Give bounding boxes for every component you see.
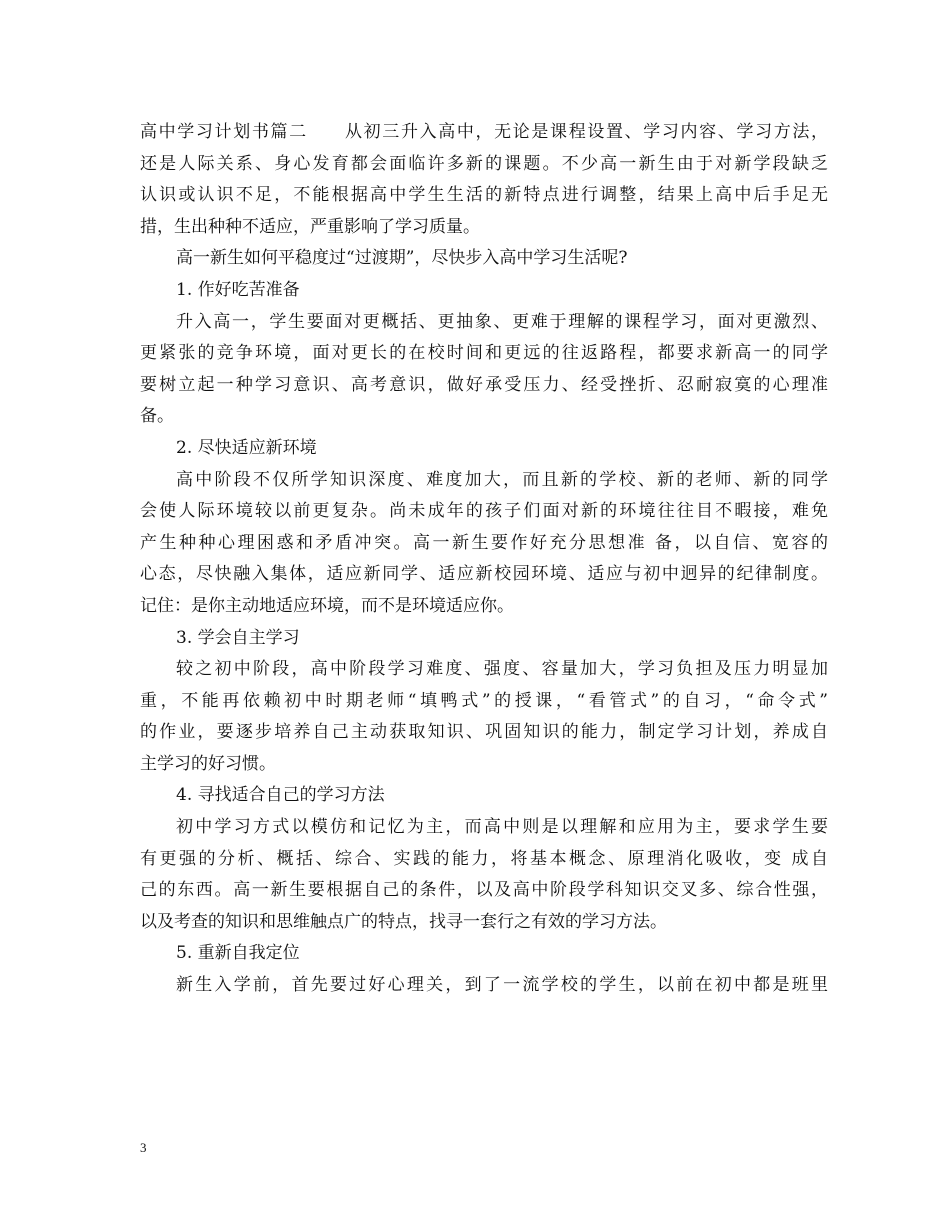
document-body: [140, 117, 828, 1002]
text-line: 1. 作好吃苦准备: [176, 279, 300, 300]
text-line: 5. 重新自我定位: [176, 943, 300, 964]
text-line: 高中阶段不仅所学知识深度、难度加大，而且新的学校、新的老师、新的同学: [176, 469, 828, 490]
text-line: 认识或认识不足，不能根据高中学生生活的新特点进行调整，结果上高中后手足无: [140, 185, 828, 206]
text-line: 升入高一，学生要面对更概括、更抽象、更难于理解的课程学习，面对更激烈、: [176, 311, 828, 332]
text-line: 2. 尽快适应新环境: [176, 437, 317, 458]
text-line: 己的东西。高一新生要根据自己的条件，以及高中阶段学科知识交叉多、综合性强，: [140, 880, 828, 901]
text-line: 初中学习方式以模仿和记忆为主，而高中则是以理解和应用为主，要求学生要: [176, 817, 828, 838]
text-line: 高一新生如何平稳度过“过渡期”，尽快步入高中学习生活呢?: [176, 248, 628, 269]
text-line: 产生种种心理困惑和矛盾冲突。高一新生要作好充分思想准 备，以自信、宽容的: [140, 532, 828, 553]
text-line: 以及考查的知识和思维触点广的特点，找寻一套行之有效的学习方法。: [140, 911, 667, 932]
text-line: 高中学习计划书篇二 从初三升入高中，无论是课程设置、学习内容、学习方法，: [140, 122, 828, 142]
page-number: 3: [140, 1140, 147, 1155]
text-line: 会使人际环境较以前更复杂。尚未成年的孩子们面对新的环境往往目不暇接，难免: [140, 501, 828, 522]
text-line: 较之初中阶段，高中阶段学习难度、强度、容量加大，学习负担及压力明显加: [176, 659, 828, 680]
text-line: 重，不能再依赖初中时期老师“填鸭式”的授课，“看管式”的自习，“命令式”: [140, 690, 828, 711]
text-line: 记住：是你主动地适应环境，而不是环境适应你。: [140, 595, 514, 616]
text-line: 有更强的分析、概括、综合、实践的能力，将基本概念、原理消化吸收，变 成自: [140, 848, 828, 869]
text-line: 更紧张的竞争环境，面对更长的在校时间和更远的往返路程，都要求新高一的同学: [140, 343, 828, 364]
text-line: 还是人际关系、身心发育都会面临许多新的课题。不少高一新生由于对新学段缺乏: [140, 153, 828, 174]
text-line: 新生入学前，首先要过好心理关，到了一流学校的学生，以前在初中都是班里: [176, 975, 828, 996]
text-line: 4. 寻找适合自己的学习方法: [176, 785, 385, 806]
text-line: 的作业，要逐步培养自己主动获取知识、巩固知识的能力，制定学习计划，养成自: [140, 722, 828, 743]
text-line: 心态，尽快融入集体，适应新同学、适应新校园环境、适应与初中迥异的纪律制度。: [140, 564, 828, 585]
text-line: 主学习的好习惯。: [140, 753, 276, 774]
text-line: 要树立起一种学习意识、高考意识，做好承受压力、经受挫折、忍耐寂寞的心理准: [140, 374, 828, 395]
text-line: 备。: [140, 406, 174, 427]
text-line: 措，生出种种不适应，严重影响了学习质量。: [140, 216, 480, 237]
text-line: 3. 学会自主学习: [176, 627, 300, 648]
